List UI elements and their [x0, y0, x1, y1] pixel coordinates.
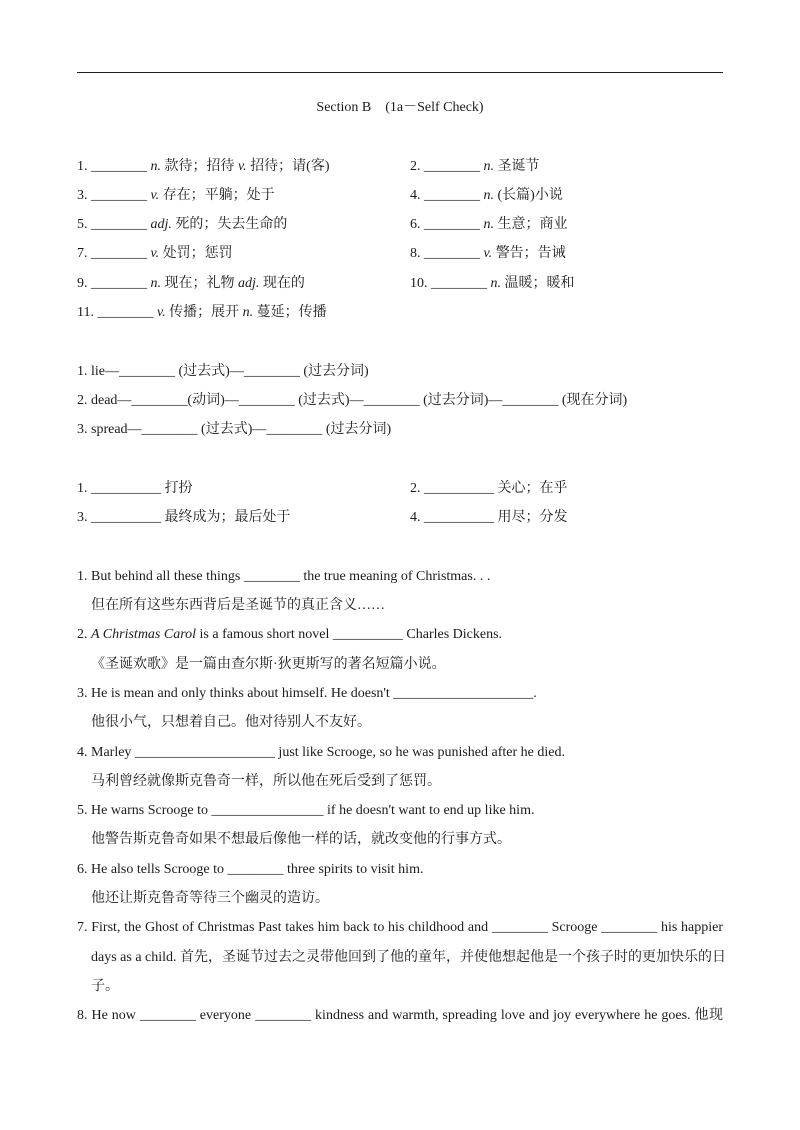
english-sentence: He warns Scrooge to ________________ if he doesn't want to end up like him. [91, 803, 535, 819]
phrases-section [77, 474, 723, 533]
meaning: 圣诞节 [497, 158, 540, 174]
meaning: 现在；礼物 [164, 275, 235, 291]
sentence-3-english [77, 679, 723, 708]
vocab-row [77, 210, 723, 239]
vocab-row [77, 298, 723, 327]
answer-blank: __________ [91, 510, 161, 526]
answer-blank: ________ [91, 158, 147, 174]
answer-blank: __________ [91, 480, 161, 496]
sentence-1-chinese: 但在所有这些东西背后是圣诞节的真正含义…… [91, 598, 385, 614]
meaning: 死的；失去生命的 [175, 217, 288, 233]
item-number: 3. [77, 510, 88, 526]
part-of-speech: n. [150, 158, 161, 174]
word-form-item-3 [77, 415, 723, 444]
meaning: 温暖；暖和 [504, 275, 575, 291]
word-form-item-1 [77, 357, 723, 386]
sentence-5-chinese: 他警告斯克鲁奇如果不想最后像他一样的话，就改变他的行事方式。 [91, 832, 511, 848]
part-of-speech: v. [150, 187, 160, 203]
part-of-speech: v. [238, 158, 247, 174]
meaning: 蔓延；传播 [256, 305, 327, 321]
meaning: 招待；请(客) [250, 158, 330, 174]
word-form-chain: dead—________(动词)—________ (过去式)—________ (过去分词)—________ (现在分词) [91, 392, 628, 408]
english-sentence: But behind all these things ________ the true meaning of Christmas. . . [91, 568, 491, 584]
vocab-item-1 [77, 152, 410, 181]
phrase-item-4 [410, 503, 743, 532]
item-number: 1. [77, 568, 88, 584]
sentence-7-line-2: days as a child. 首先，圣诞节过去之灵带他回到了他的童年，并使他想起他是一个孩子时的更加快乐的日 [91, 949, 727, 965]
item-number: 1. [77, 158, 88, 174]
item-number: 4. [410, 510, 421, 526]
item-number: 9. [77, 275, 88, 291]
item-number: 6. [410, 217, 421, 233]
part-of-speech: n. [483, 158, 494, 174]
phrase-item-1 [77, 474, 410, 503]
item-number: 8. [77, 1008, 88, 1024]
sentences-section [77, 562, 727, 1031]
item-number: 1. [77, 363, 88, 379]
item-number: 7. [77, 246, 88, 262]
vocab-item-7 [77, 239, 410, 268]
meaning: 传播；展开 [169, 305, 240, 321]
worksheet [77, 93, 727, 1031]
vocab-item-10 [410, 269, 743, 298]
meaning: 款待；招待 [164, 158, 235, 174]
english-sentence: He also tells Scrooge to ________ three spirits to visit him. [91, 861, 424, 877]
book-title: A Christmas Carol [91, 627, 197, 643]
meaning: 存在；平躺；处于 [162, 187, 275, 203]
part-of-speech: adj. [150, 217, 172, 233]
vocab-row [77, 269, 723, 298]
spacer [77, 122, 723, 151]
item-number: 3. [77, 685, 88, 701]
item-number: 3. [77, 187, 88, 203]
item-number: 11. [77, 305, 94, 321]
item-number: 2. [410, 158, 421, 174]
page-title: Section B (1a－Self Check) [316, 100, 484, 115]
meaning: 关心；在乎 [497, 480, 568, 496]
spacer [77, 327, 723, 356]
item-number: 6. [77, 861, 88, 877]
item-number: 7. [77, 920, 88, 936]
item-number: 4. [410, 187, 421, 203]
answer-blank: __________ [424, 480, 494, 496]
sentence-2-chinese: 《圣诞欢歌》是一篇由查尔斯·狄更斯写的著名短篇小说。 [91, 656, 446, 672]
word-forms-section [77, 357, 723, 445]
english-sentence: Marley ____________________ just like Scrooge, so he was punished after he died. [91, 744, 565, 760]
sentence-8-line-1 [77, 1001, 723, 1030]
phrase-item-2 [410, 474, 743, 503]
answer-blank: ________ [91, 187, 147, 203]
phrase-item-3 [77, 503, 410, 532]
item-number: 4. [77, 744, 88, 760]
item-number: 10. [410, 275, 428, 291]
meaning: 打扮 [164, 480, 193, 496]
meaning: 生意；商业 [497, 217, 568, 233]
sentence-3-chinese: 他很小气，只想着自己。他对待别人不友好。 [91, 715, 371, 731]
part-of-speech: n. [242, 305, 254, 321]
meaning: 处罚；惩罚 [162, 246, 233, 262]
meaning: (长篇)小说 [497, 187, 563, 203]
phrase-row [77, 503, 723, 532]
english-sentence: is a famous short novel __________ Charles Dickens. [199, 627, 503, 643]
vocab-item-11 [77, 298, 410, 327]
spacer [77, 532, 723, 561]
item-number: 8. [410, 246, 421, 262]
item-number: 2. [77, 392, 88, 408]
answer-blank: ________ [424, 246, 480, 262]
vocab-item-6 [410, 210, 743, 239]
sentence-6-chinese: 他还让斯克鲁奇等待三个幽灵的造访。 [91, 891, 329, 907]
meaning: 现在的 [262, 275, 305, 291]
sentence-7-line-3: 子。 [91, 978, 119, 994]
answer-blank: ________ [424, 158, 480, 174]
sentence-1-english [77, 562, 723, 591]
vocab-item-9 [77, 269, 410, 298]
part-of-speech: v. [156, 305, 166, 321]
sentence-text: He now ________ everyone ________ kindness and warmth, spreading love and joy everywhere he goes. 他现 [91, 1008, 723, 1024]
vocab-item-4 [410, 181, 743, 210]
item-number: 3. [77, 422, 88, 438]
part-of-speech: n. [483, 217, 494, 233]
sentence-7-line-1 [77, 913, 723, 942]
part-of-speech: v. [150, 246, 160, 262]
vocab-row [77, 239, 723, 268]
meaning: 最终成为；最后处于 [164, 510, 291, 526]
part-of-speech: n. [150, 275, 161, 291]
sentence-5-english [77, 796, 723, 825]
sentence-6-english [77, 855, 723, 884]
vocab-item-5 [77, 210, 410, 239]
word-form-chain: lie—________ (过去式)—________ (过去分词) [91, 363, 369, 379]
answer-blank: ________ [431, 275, 487, 291]
word-form-item-2 [77, 386, 723, 415]
vocabulary-section [77, 152, 723, 328]
item-number: 2. [410, 480, 421, 496]
part-of-speech: adj. [238, 275, 260, 291]
item-number: 5. [77, 803, 88, 819]
answer-blank: __________ [424, 510, 494, 526]
sentence-2-english [77, 620, 723, 649]
part-of-speech: v. [483, 246, 493, 262]
vocab-item-3 [77, 181, 410, 210]
english-sentence: He is mean and only thinks about himself. He doesn't ____________________. [91, 685, 537, 701]
answer-blank: ________ [91, 246, 147, 262]
meaning: 用尽；分发 [497, 510, 568, 526]
header-rule [77, 72, 723, 73]
meaning: 警告；告诫 [495, 246, 566, 262]
answer-blank: ________ [91, 275, 147, 291]
item-number: 1. [77, 480, 88, 496]
answer-blank: ________ [97, 305, 154, 321]
vocab-item-8 [410, 239, 743, 268]
vocab-item-2 [410, 152, 743, 181]
vocab-row [77, 152, 723, 181]
item-number: 5. [77, 217, 88, 233]
spacer [77, 445, 723, 474]
sentence-4-chinese: 马利曾经就像斯克鲁奇一样，所以他在死后受到了惩罚。 [91, 773, 441, 789]
sentence-4-english [77, 738, 723, 767]
answer-blank: ________ [91, 217, 147, 233]
vocab-row [77, 181, 723, 210]
answer-blank: ________ [424, 187, 480, 203]
sentence-text: First, the Ghost of Christmas Past takes him back to his childhood and ________ Scrooge ________ his happier [91, 920, 724, 936]
word-form-chain: spread—________ (过去式)—________ (过去分词) [91, 422, 392, 438]
phrase-row [77, 474, 723, 503]
part-of-speech: n. [483, 187, 494, 203]
part-of-speech: n. [490, 275, 501, 291]
item-number: 2. [77, 627, 88, 643]
answer-blank: ________ [424, 217, 480, 233]
